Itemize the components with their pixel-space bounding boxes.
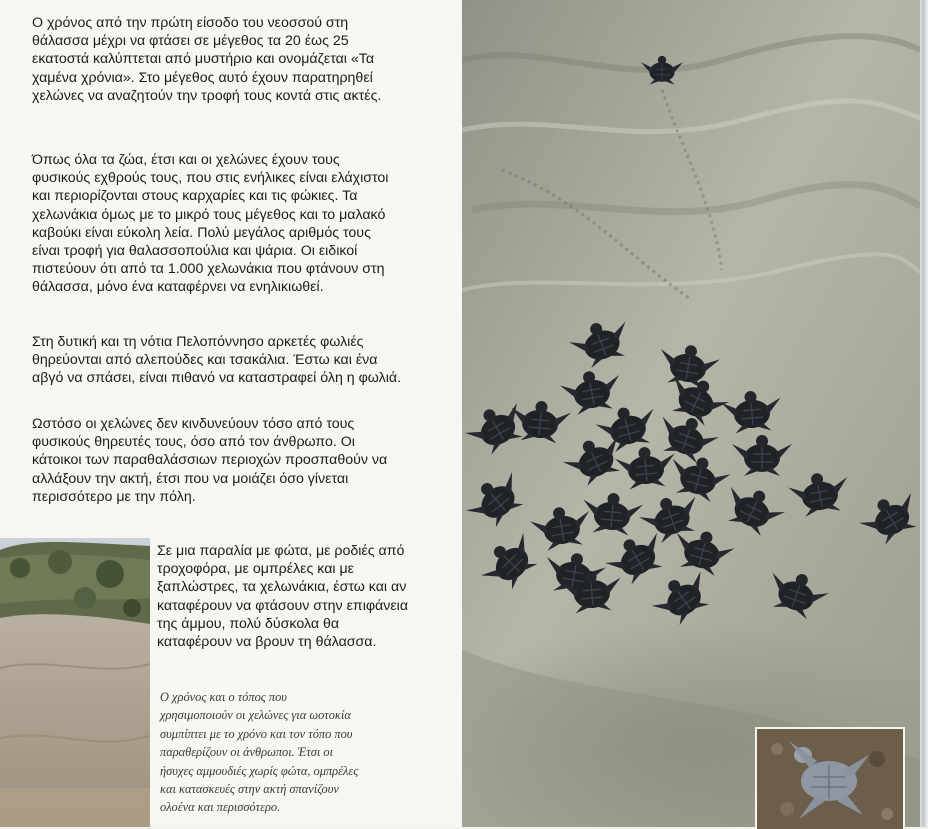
paragraph-human-threat: Ωστόσο οι χελώνες δεν κινδυνεύουν τόσο από τους φυσικούς θηρευτές τους, όσο από τον άνθρωπο. Οι κάτοικοι των παραθαλάσσιων περιοχών προσπαθούν να αλλάξουν την ακτή, έτσι που να μοιάζει όσο γίνεται περισσότερο με την πόλη. [32,416,388,505]
hatchling-closeup-photo [755,727,905,829]
beach-photo [0,538,150,827]
page-edge [920,0,928,827]
paragraph-lost-years: Ο χρόνος από την πρώτη είσοδο του νεοσσού στη θάλασσα μέχρι να φτάσει σε μέγεθος τα 20 έως 25 εκατοστά καλύπτεται από μυστήριο και ονομάζεται «Τα χαμένα χρόνια». Στο μέγεθος αυτό έχουν παρατηρηθεί χελώνες να αναζητούν την τροφή τους κοντά στις ακτές. [32,15,382,104]
paragraph-peloponnese-nests: Στη δυτική και τη νότια Πελοπόννησο αρκετές φωλιές θηρεύονται από αλεπούδες και τσακάλια. Έστω και ένα αβγό να σπάσει, είναι πιθανό να καταστραφεί όλη η φωλιά. [32,334,402,387]
paragraph-natural-enemies: Όπως όλα τα ζώα, έτσι και οι χελώνες έχουν τους φυσικούς εχθρούς τους, που στις ενήλικες είναι ελάχιστοι και περιορίζονται στους καρχαρίες και τις φώκιες. Τα χελωνάκια όμως με το μικρό τους μέγεθος και το μαλακό καβούκι είναι εύκολη λεία. Πολύ μεγάλος αριθμός τους είναι τροφή για θαλασσοπούλια και ψάρια. Οι ειδικοί πιστεύουν ότι από τα 1.000 χελωνάκια που φτάνουν στη θάλασσα, μόνο ένα καταφέρνει να ενηλικιωθεί. [32,152,389,296]
photo-caption: Ο χρόνος και ο τόπος που χρησιμοποιούν οι χελώνες για ωοτοκία συμπίπτει με το χρόνο και τον τόπο που παραθερίζουν οι άνθρωποι. Έτσι οι ήσυχες αμμουδιές χωρίς φώτα, ομπρέλες και κατασκευές στην ακτή σπανίζουν ολοένα και περισσότερο. [160,690,359,815]
hatchlings-photo [462,0,920,827]
paragraph-beach-lights: Σε μια παραλία με φώτα, με ροδιές από τροχοφόρα, με ομπρέλες και με ξαπλώστρες, τα χελωνάκια, έστω και αν καταφέρουν να φτάσουν στην επιφάνεια της άμμου, πολύ δύσκολα θα καταφέρουν να βρουν τη θάλασσα. [157,543,409,651]
